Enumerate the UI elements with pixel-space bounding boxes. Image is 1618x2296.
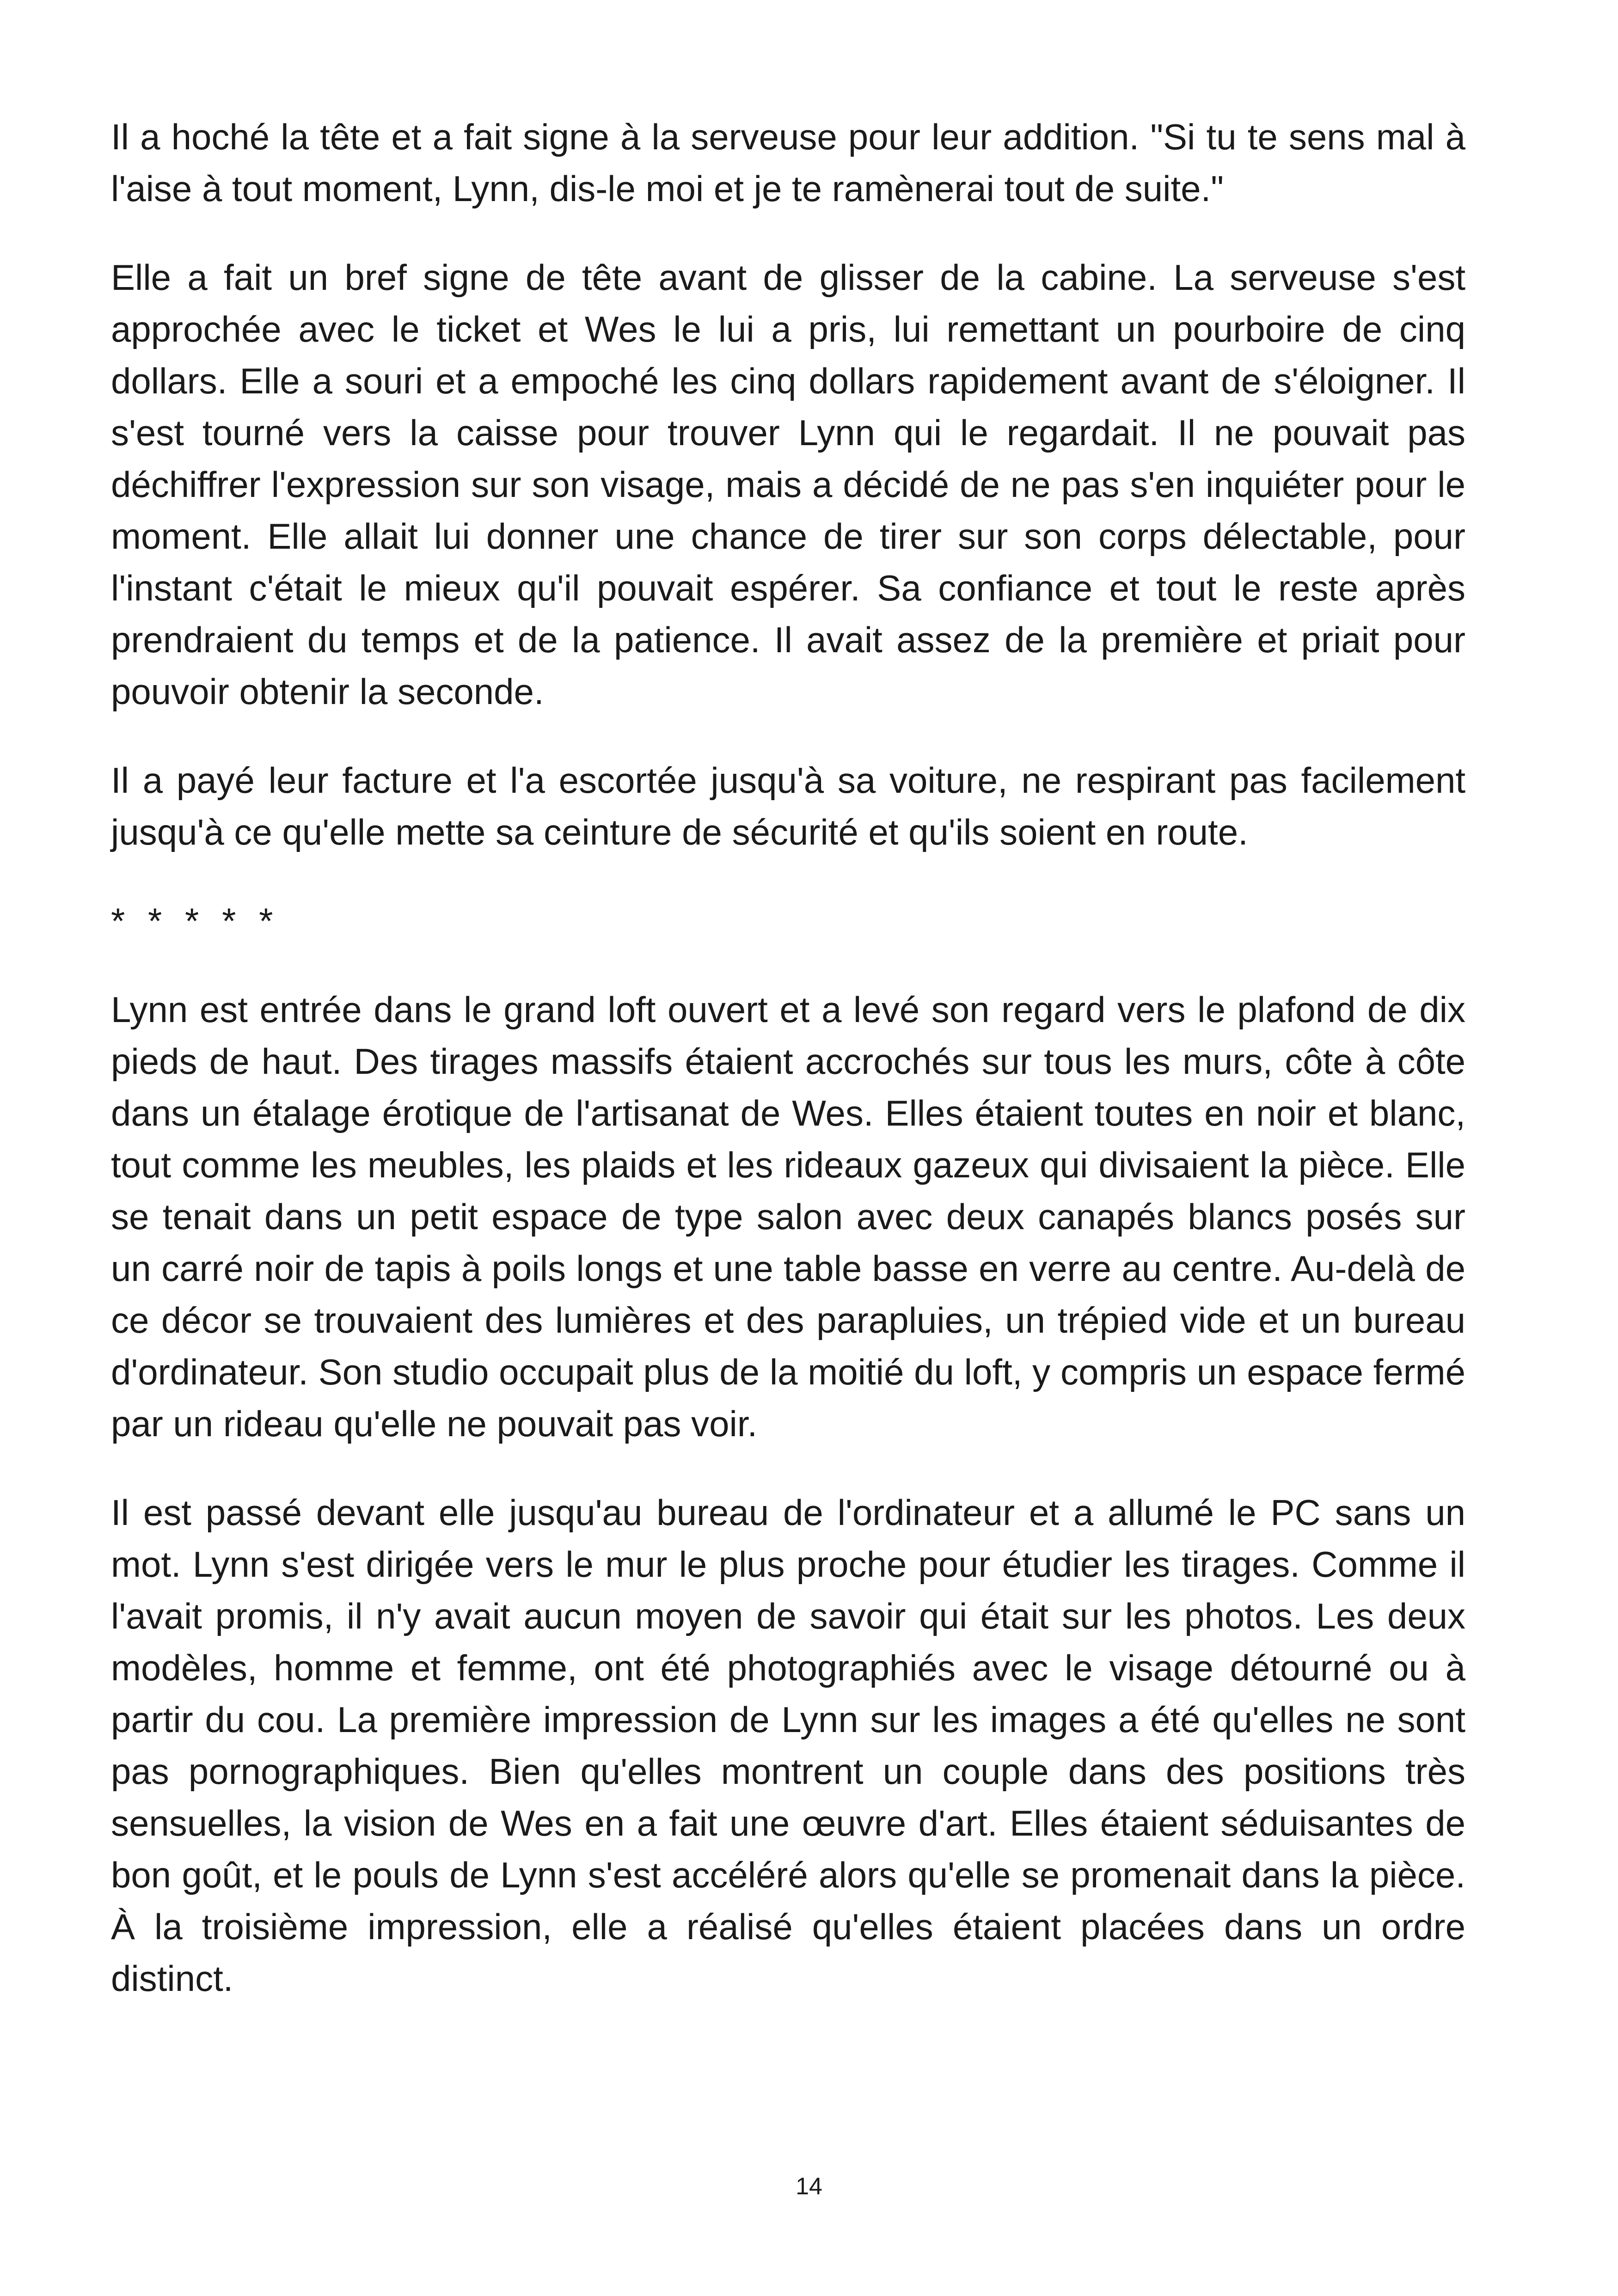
body-text [111,111,1465,2041]
scene-break: * * * * * [111,900,280,941]
page-number: 14 [796,2173,822,2200]
paragraph-2: Elle a fait un bref signe de tête avant de glisser de la cabine. La serveuse s'est approchée avec le ticket et Wes le lui a pris, lui remettant un pourboire de cinq dollars. Elle a souri et a empoché les cinq dollars rapidement avant de s'éloigner. Il s'est tourné vers la caisse pour trouver Lynn qui le regardait. Il ne pouvait pas déchiffrer l'expression sur son visage, mais a décidé de ne pas s'en inquiéter pour le moment. Elle allait lui donner une chance de tirer sur son corps délectable, pour l'instant c'était le mieux qu'il pouvait espérer. Sa confiance et tout le reste après prendraient du temps et de la patience. Il avait assez de la première et priait pour pouvoir obtenir la seconde. [111,257,1465,712]
paragraph-4: Lynn est entrée dans le grand loft ouvert et a levé son regard vers le plafond de dix pieds de haut. Des tirages massifs étaient accrochés sur tous les murs, côte à côte dans un étalage érotique de l'artisanat de Wes. Elles étaient toutes en noir et blanc, tout comme les meubles, les plaids et les rideaux gazeux qui divisaient la pièce. Elle se tenait dans un petit espace de type salon avec deux canapés blancs posés sur un carré noir de tapis à poils longs et une table basse en verre au centre. Au-delà de ce décor se trouvaient des lumières et des parapluies, un trépied vide et un bureau d'ordinateur. Son studio occupait plus de la moitié du loft, y compris un espace fermé par un rideau qu'elle ne pouvait pas voir. [111,989,1465,1444]
paragraph-3: Il a payé leur facture et l'a escortée jusqu'à sa voiture, ne respirant pas facilement jusqu'à ce qu'elle mette sa ceinture de sécurité et qu'ils soient en route. [111,760,1465,852]
paragraph-5: Il est passé devant elle jusqu'au bureau de l'ordinateur et a allumé le PC sans un mot. Lynn s'est dirigée vers le mur le plus proche pour étudier les tirages. Comme il l'avait promis, il n'y avait aucun moyen de savoir qui était sur les photos. Les deux modèles, homme et femme, ont été photographiés avec le visage détourné ou à partir du cou. La première impression de Lynn sur les images a été qu'elles ne sont pas pornographiques. Bien qu'elles montrent un couple dans des positions très sensuelles, la vision de Wes en a fait une œuvre d'art. Elles étaient séduisantes de bon goût, et le pouls de Lynn s'est accéléré alors qu'elle se promenait dans la pièce. À la troisième impression, elle a réalisé qu'elles étaient placées dans un ordre distinct. [111,1492,1465,1999]
paragraph-1: Il a hoché la tête et a fait signe à la serveuse pour leur addition. "Si tu te sens mal à l'aise à tout moment, Lynn, dis-le moi et je te ramènerai tout de suite." [111,116,1465,209]
